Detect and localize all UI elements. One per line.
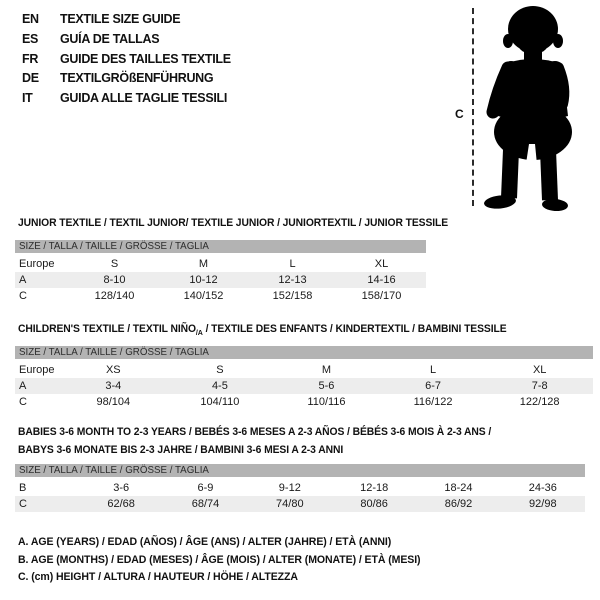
size-header-bar xyxy=(15,346,593,359)
table-cell: 12-18 xyxy=(360,482,389,494)
table-row-age xyxy=(15,272,426,288)
table-cell: 74/80 xyxy=(276,498,304,510)
height-measure-dashed-line xyxy=(472,8,474,206)
language-row-en xyxy=(22,10,231,30)
row-label: B xyxy=(19,482,27,494)
table-cell: XL xyxy=(532,364,547,376)
table-cell: 110/116 xyxy=(307,396,346,408)
footnote-age-years: A. AGE (YEARS) / EDAD (AÑOS) / ÂGE (ANS) / ALTER (JAHRE) / ETÀ (ANNI) xyxy=(18,536,392,548)
row-label: C xyxy=(19,290,27,302)
table-cell: 152/158 xyxy=(272,290,313,302)
language-code: DE xyxy=(22,71,39,86)
table-cell: 6-7 xyxy=(425,380,442,392)
language-row-fr xyxy=(22,50,231,70)
size-header-bar xyxy=(15,464,585,477)
babies-title-line2: BABYS 3-6 MONATE BIS 2-3 JAHRE / BAMBINI 3-6 MESI A 2-3 ANNI xyxy=(18,443,344,456)
table-cell: 14-16 xyxy=(367,274,396,286)
size-header-bar xyxy=(15,240,426,253)
language-code: FR xyxy=(22,51,39,66)
table-cell: 3-4 xyxy=(105,380,122,392)
table-cell: 10-12 xyxy=(189,274,218,286)
language-title: TEXTILGRÖßENFÜHRUNG xyxy=(60,71,214,86)
size-header-text: SIZE / TALLA / TAILLE / GRÖSSE / TAGLIA xyxy=(19,464,209,476)
table-cell: 104/110 xyxy=(200,396,240,408)
junior-table-title: JUNIOR TEXTILE / TEXTIL JUNIOR/ TEXTILE JUNIOR / JUNIORTEXTIL / JUNIOR TESSILE xyxy=(18,217,449,229)
table-cell: 18-24 xyxy=(444,482,473,494)
row-label: A xyxy=(19,274,27,286)
footnote-age-months: B. AGE (MONTHS) / EDAD (MESES) / ÂGE (MOIS) / ALTER (MONATE) / ETÀ (MESI) xyxy=(18,553,421,566)
table-cell: 122/128 xyxy=(519,396,560,408)
table-cell: 6-9 xyxy=(197,482,214,494)
children-title-suffix: / TEXTILE DES ENFANTS / KINDERTEXTIL / BAMBINI TESSILE xyxy=(202,323,507,335)
table-row-europe xyxy=(15,256,426,272)
table-cell: 116/122 xyxy=(413,396,453,408)
table-cell: 4-5 xyxy=(211,380,228,392)
row-label: C xyxy=(19,396,27,408)
table-cell: 7-8 xyxy=(531,380,548,392)
table-cell: M xyxy=(321,364,332,376)
children-size-table xyxy=(15,346,593,410)
table-cell: 8-10 xyxy=(103,274,126,286)
babies-size-table xyxy=(15,464,585,512)
table-cell: XS xyxy=(105,364,121,376)
size-header-text: SIZE / TALLA / TAILLE / GRÖSSE / TAGLIA xyxy=(19,346,209,358)
row-label: Europe xyxy=(19,364,55,376)
language-title: GUIDA ALLE TAGLIE TESSILI xyxy=(60,91,228,106)
table-cell: M xyxy=(198,258,209,270)
language-row-es xyxy=(22,30,231,50)
children-table-title xyxy=(18,323,507,337)
table-cell: 9-12 xyxy=(278,482,301,494)
language-row-de xyxy=(22,69,231,89)
table-cell: 12-13 xyxy=(278,274,307,286)
language-row-it xyxy=(22,89,231,109)
row-label: C xyxy=(19,498,27,510)
table-cell: 62/68 xyxy=(107,498,135,510)
table-cell: 80/86 xyxy=(360,498,388,510)
children-title-subscript: /A xyxy=(195,328,203,338)
table-cell: 128/140 xyxy=(94,290,135,302)
table-cell: 86/92 xyxy=(444,498,473,510)
table-cell: 98/104 xyxy=(96,396,131,408)
row-label: A xyxy=(19,380,27,392)
table-row-height xyxy=(15,496,585,512)
table-cell: L xyxy=(289,258,296,270)
table-cell: XL xyxy=(374,258,389,270)
size-header-text: SIZE / TALLA / TAILLE / GRÖSSE / TAGLIA xyxy=(19,240,209,252)
table-cell: S xyxy=(216,364,224,376)
language-code: EN xyxy=(22,12,39,26)
table-cell: 158/170 xyxy=(361,290,402,302)
table-row-height xyxy=(15,394,593,410)
table-row-europe xyxy=(15,362,593,378)
table-cell: 24-36 xyxy=(528,482,557,494)
babies-table-title xyxy=(18,424,491,459)
language-title: GUIDE DES TAILLES TEXTILE xyxy=(60,51,231,66)
language-title-list xyxy=(22,10,231,109)
footnote-height: C. (cm) HEIGHT / ALTURA / HAUTEUR / HÖHE / ALTEZZA xyxy=(18,571,298,584)
table-cell: S xyxy=(110,258,119,270)
junior-size-table xyxy=(15,240,426,304)
table-cell: 92/98 xyxy=(529,498,557,510)
table-row-age xyxy=(15,378,593,394)
table-row-months xyxy=(15,480,585,496)
language-title: TEXTILE SIZE GUIDE xyxy=(60,12,181,26)
language-title: GUÍA DE TALLAS xyxy=(60,31,160,46)
measure-label-c: C xyxy=(455,107,464,121)
toddler-silhouette xyxy=(478,4,585,211)
table-cell: 5-6 xyxy=(318,380,335,392)
babies-title-line1: BABIES 3-6 MONTH TO 2-3 YEARS / BEBÉS 3-6 MESES A 2-3 AÑOS / BÉBÉS 3-6 MOIS À 2-3 ANS / xyxy=(18,426,492,438)
table-cell: 140/152 xyxy=(183,290,224,302)
table-cell: 68/74 xyxy=(191,498,220,510)
footnote-legend xyxy=(18,534,437,587)
children-title-prefix: CHILDREN'S TEXTILE / TEXTIL NIÑO xyxy=(18,323,196,335)
language-code: IT xyxy=(22,91,33,106)
table-cell: L xyxy=(430,364,437,376)
table-row-height xyxy=(15,288,426,304)
row-label: Europe xyxy=(19,258,55,270)
language-code: ES xyxy=(22,31,39,46)
table-cell: 3-6 xyxy=(113,482,130,494)
